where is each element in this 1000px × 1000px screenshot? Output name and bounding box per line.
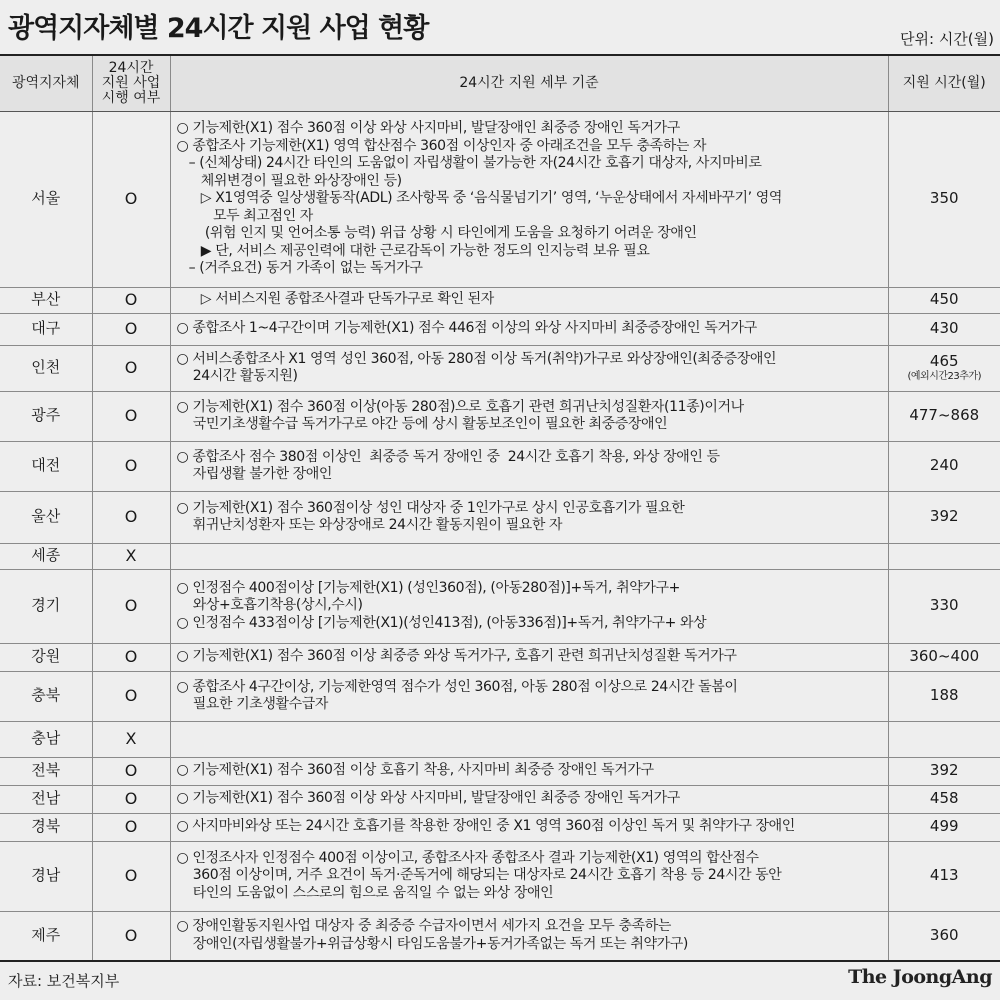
region-cell: 전남: [0, 785, 92, 813]
implemented-cell: O: [92, 287, 170, 313]
criteria-line: 국민기초생활수급 독거가구로 야간 등에 상시 활동보조인이 필요한 최중증장애인: [176, 416, 668, 432]
table-row: [0, 441, 1000, 491]
hours-cell: [888, 569, 1000, 643]
criteria-cell: [170, 785, 888, 813]
hours-value: 330: [929, 596, 959, 615]
criteria-line: ○ 사지마비와상 또는 24시간 호흡기를 착용한 장애인 중 X1 영역 360점 이상인 독거 및 취약가구 장애인: [176, 818, 795, 835]
criteria-cell: [170, 441, 888, 491]
implemented-cell: X: [92, 721, 170, 757]
region-cell: 충남: [0, 721, 92, 757]
header-implemented: 24시간 지원 사업 시행 여부: [92, 55, 170, 111]
header-region: 광역지자체: [0, 55, 92, 111]
hours-cell: [888, 345, 1000, 391]
criteria-line: ○ 기능제한(X1) 점수 360점 이상 와상 사지마비, 발달장애인 최중증 장애인 독거가구: [176, 120, 680, 137]
criteria-cell: [170, 841, 888, 911]
criteria-cell: [170, 391, 888, 441]
criteria-line: 자립생활 불가한 장애인: [176, 466, 333, 482]
criteria-line: ○ 서비스종합조사 X1 영역 성인 360점, 아동 280점 이상 독거(취약)가구로 와상장애인(최중증장애인: [176, 350, 777, 367]
hours-value: 465: [929, 352, 959, 371]
region-cell: 전북: [0, 757, 92, 785]
criteria-cell: [170, 543, 888, 569]
criteria-line: ○ 종합조사 4구간이상, 기능제한영역 점수가 성인 360점, 아동 280점 이상으로 24시간 돌봄이: [176, 678, 738, 695]
unit-label: 단위: 시간(월): [900, 30, 994, 48]
criteria-line: ▷ X1영역중 일상생활동작(ADL) 조사항목 중 ‘음식물넘기기’ 영역, ‘누운상태에서 자세바꾸기’ 영역: [176, 190, 782, 207]
hours-cell: [888, 721, 1000, 757]
hours-note: (예외시간23추가): [907, 370, 981, 382]
criteria-cell: [170, 111, 888, 287]
criteria-cell: [170, 721, 888, 757]
hours-value: 499: [929, 817, 959, 836]
hours-cell: [888, 391, 1000, 441]
hours-cell: [888, 671, 1000, 721]
hours-value: 413: [929, 866, 959, 885]
criteria-line: ○ 장애인활동지원사업 대상자 중 최중증 수급자이면서 세가지 요건을 모두 충족하는: [176, 918, 671, 935]
implemented-cell: O: [92, 911, 170, 961]
implemented-cell: O: [92, 757, 170, 785]
hours-value: 392: [929, 761, 959, 780]
hours-cell: [888, 441, 1000, 491]
implemented-cell: O: [92, 111, 170, 287]
criteria-line: ○ 인정점수 433점이상 [기능제한(X1)(성인413점), (아동336점)]+독거, 취약가구+ 와상: [176, 614, 707, 631]
criteria-line: ○ 기능제한(X1) 점수 360점 이상(아동 280점)으로 호흡기 관련 희귀난치성질환자(11종)이거나: [176, 398, 744, 415]
implemented-cell: X: [92, 543, 170, 569]
region-cell: 경기: [0, 569, 92, 643]
region-cell: 대구: [0, 313, 92, 345]
region-cell: 경남: [0, 841, 92, 911]
table-header-row: [0, 55, 1000, 111]
hours-value: 458: [929, 789, 959, 808]
criteria-line: ○ 기능제한(X1) 점수 360점 이상 호흡기 착용, 사지마비 최중증 장애인 독거가구: [176, 762, 654, 779]
criteria-line: – (신체상태) 24시간 타인의 도움없이 자립생활이 불가능한 자(24시간 호흡기 대상자, 사지마비로: [176, 155, 762, 172]
header-criteria: 24시간 지원 세부 기준: [170, 55, 888, 111]
hours-cell: [888, 543, 1000, 569]
criteria-line: ○ 종합조사 기능제한(X1) 영역 합산점수 360점 이상인자 중 아래조건을 모두 충족하는 자: [176, 137, 707, 154]
implemented-cell: O: [92, 391, 170, 441]
table-row: [0, 313, 1000, 345]
hours-value: 240: [929, 456, 959, 475]
implemented-cell: O: [92, 313, 170, 345]
region-cell: 대전: [0, 441, 92, 491]
table-row: [0, 643, 1000, 671]
page-title: 광역지자체별 24시간 지원 사업 현황: [8, 13, 429, 44]
publisher-logo: The JoongAng: [848, 966, 992, 988]
criteria-line: ○ 기능제한(X1) 점수 360점이상 성인 대상자 중 1인가구로 상시 인공호흡기가 필요한: [176, 499, 685, 516]
criteria-cell: [170, 671, 888, 721]
criteria-cell: [170, 569, 888, 643]
support-table: [0, 54, 1000, 962]
table-row: [0, 671, 1000, 721]
hours-cell: [888, 785, 1000, 813]
criteria-line: 필요한 기초생활수급자: [176, 696, 328, 712]
criteria-line: ○ 인정조사자 인정점수 400점 이상이고, 종합조사자 종합조사 결과 기능제한(X1) 영역의 합산점수: [176, 849, 759, 866]
region-cell: 충북: [0, 671, 92, 721]
criteria-line: ○ 기능제한(X1) 점수 360점 이상 최중증 와상 독거가구, 호흡기 관련 희귀난치성질환 독거가구: [176, 648, 737, 665]
region-cell: 경북: [0, 813, 92, 841]
hours-cell: [888, 911, 1000, 961]
criteria-line: (위험 인지 및 언어소통 능력) 위급 상황 시 타인에게 도움을 요청하기 어려운 장애인: [176, 225, 697, 242]
region-cell: 서울: [0, 111, 92, 287]
hours-value: 360~400: [909, 647, 980, 666]
source-note: 자료: 보건복지부: [8, 972, 120, 990]
hours-cell: [888, 841, 1000, 911]
criteria-line: – (거주요건) 동거 가족이 없는 독거가구: [176, 260, 423, 277]
hours-cell: [888, 491, 1000, 543]
criteria-line: ○ 종합조사 점수 380점 이상인 최중증 독거 장애인 중 24시간 호흡기 착용, 와상 장애인 등: [176, 448, 720, 465]
region-cell: 광주: [0, 391, 92, 441]
region-cell: 제주: [0, 911, 92, 961]
implemented-cell: O: [92, 569, 170, 643]
hours-cell: [888, 813, 1000, 841]
criteria-cell: [170, 287, 888, 313]
implemented-cell: O: [92, 345, 170, 391]
implemented-cell: O: [92, 671, 170, 721]
table-row: [0, 491, 1000, 543]
criteria-cell: [170, 643, 888, 671]
hours-cell: [888, 313, 1000, 345]
region-cell: 부산: [0, 287, 92, 313]
table-row: [0, 111, 1000, 287]
criteria-cell: [170, 911, 888, 961]
region-cell: 강원: [0, 643, 92, 671]
criteria-line: 와상+호흡기착용(상시,수시): [176, 597, 363, 614]
criteria-line: 체위변경이 필요한 와상장애인 등): [176, 172, 402, 189]
table-row: [0, 813, 1000, 841]
table-body: [0, 111, 1000, 961]
region-cell: 인천: [0, 345, 92, 391]
criteria-line: ○ 종합조사 1~4구간이며 기능제한(X1) 점수 446점 이상의 와상 사지마비 최중증장애인 독거가구: [176, 320, 757, 337]
implemented-cell: O: [92, 491, 170, 543]
implemented-cell: O: [92, 785, 170, 813]
table-row: [0, 569, 1000, 643]
hours-cell: [888, 111, 1000, 287]
hours-value: 360: [929, 926, 959, 944]
criteria-line: 모두 최고점인 자: [176, 207, 313, 224]
hours-value: 430: [929, 319, 959, 338]
criteria-line: ▷ 서비스지원 종합조사결과 단독가구로 확인 된자: [176, 291, 494, 308]
implemented-cell: O: [92, 643, 170, 671]
hours-cell: [888, 643, 1000, 671]
hours-value: 188: [929, 686, 959, 705]
criteria-line: 장애인(자립생활불가+위급상황시 타임도움불가+동거가족없는 독거 또는 취약가구): [176, 935, 688, 952]
table-row: [0, 785, 1000, 813]
table-row: [0, 345, 1000, 391]
hours-value: 392: [929, 507, 959, 526]
implemented-cell: O: [92, 813, 170, 841]
hours-value: 350: [929, 189, 959, 208]
region-cell: 울산: [0, 491, 92, 543]
criteria-cell: [170, 491, 888, 543]
table-row: [0, 721, 1000, 757]
criteria-line: 24시간 활동지원): [176, 368, 298, 384]
criteria-cell: [170, 345, 888, 391]
header-hours: 지원 시간(월): [888, 55, 1000, 111]
criteria-line: 타인의 도움없이 스스로의 힘으로 움직일 수 없는 와상 장애인: [176, 884, 554, 901]
implemented-cell: O: [92, 441, 170, 491]
table-row: [0, 841, 1000, 911]
hours-cell: [888, 287, 1000, 313]
table-row: [0, 391, 1000, 441]
criteria-line: ○ 기능제한(X1) 점수 360점 이상 와상 사지마비, 발달장애인 최중증 장애인 독거가구: [176, 790, 680, 807]
criteria-line: ○ 인정점수 400점이상 [기능제한(X1) (성인360점), (아동280점)]+독거, 취약가구+: [176, 579, 680, 596]
table-row: [0, 287, 1000, 313]
table-row: [0, 911, 1000, 961]
table-row: [0, 543, 1000, 569]
criteria-cell: [170, 813, 888, 841]
hours-cell: [888, 757, 1000, 785]
hours-value: 477~868: [909, 406, 980, 425]
hours-value: 450: [929, 290, 959, 309]
implemented-cell: O: [92, 841, 170, 911]
criteria-cell: [170, 757, 888, 785]
criteria-line: 360점 이상이며, 거주 요건이 독거·준독거에 해당되는 대상자로 24시간 호흡기 착용 등 24시간 동안: [176, 867, 782, 884]
criteria-line: 휘귀난치성환자 또는 와상장애로 24시간 활동지원이 필요한 자: [176, 517, 563, 533]
table-row: [0, 757, 1000, 785]
region-cell: 세종: [0, 543, 92, 569]
criteria-line: ▶ 단, 서비스 제공인력에 대한 근로감독이 가능한 정도의 인지능력 보유 필요: [176, 242, 650, 259]
criteria-cell: [170, 313, 888, 345]
